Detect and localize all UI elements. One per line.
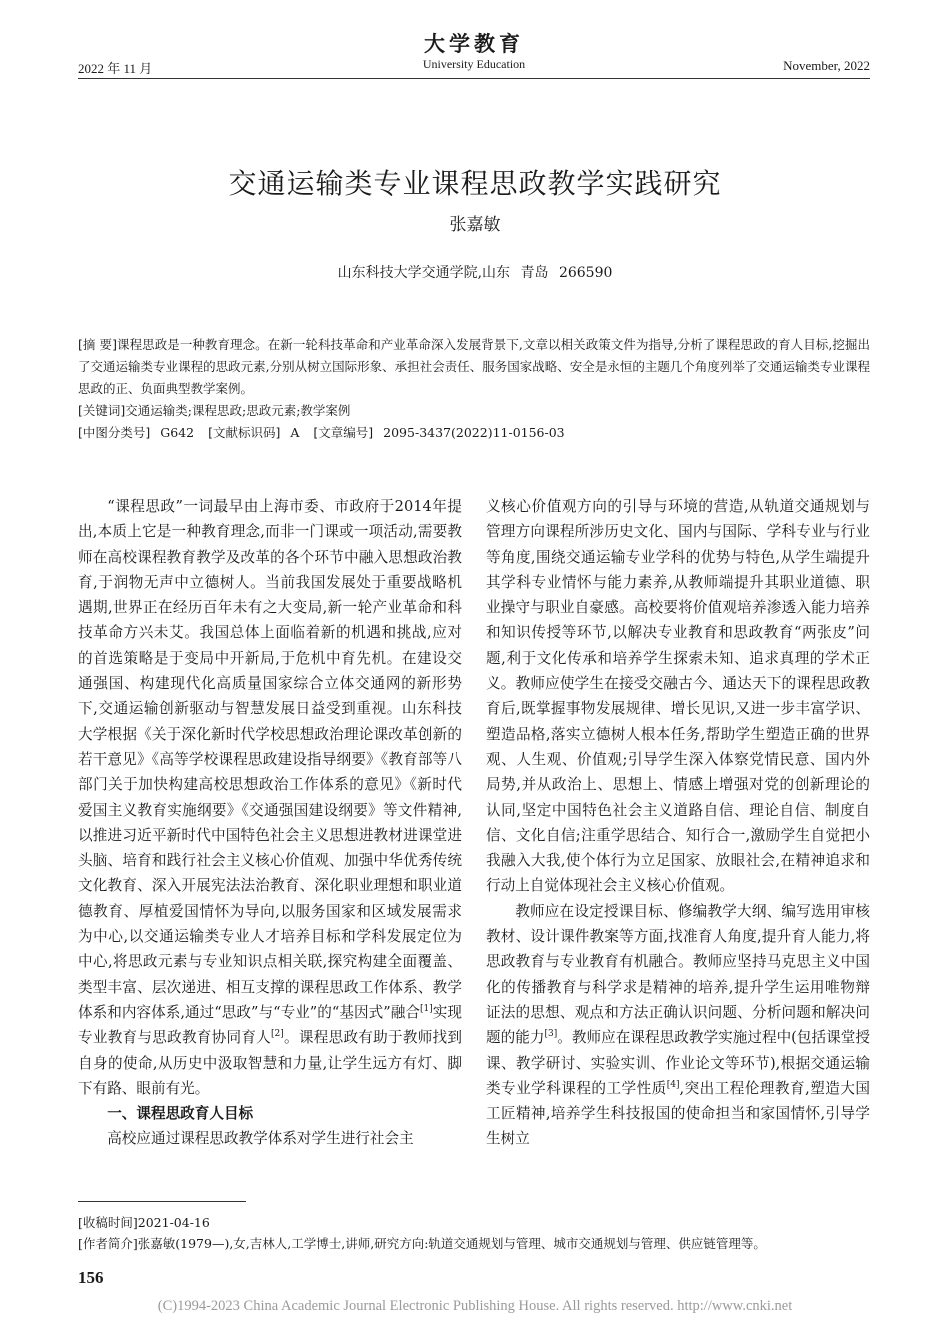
author-bio xyxy=(78,1233,870,1254)
keywords-text: 交通运输类;课程思政;思政元素;教学案例 xyxy=(125,403,351,418)
article-title: 交通运输类专业课程思政教学实践研究 xyxy=(228,166,722,200)
section-heading: 一、课程思政育人目标 xyxy=(107,1105,254,1123)
received-value: 2021-04-16 xyxy=(137,1215,210,1230)
clc-value: G642 xyxy=(160,425,195,440)
body-paragraph xyxy=(486,899,870,1152)
received-label: [收稿时间] xyxy=(78,1215,138,1230)
article-no-label: [文章编号] xyxy=(313,425,374,440)
received-date xyxy=(78,1212,870,1233)
body-text: 教师应在设定授课目标、修编教学大纲、编写选用审核教材、设计课件教案等方面,找准育人角度,提升育人能力,将思政教育与专业教育有机融合。教师应坚持马克思主义中国化的传播教育与科学求是精神的培养,提升学生运用唯物辩证法的思想、观点和方法正确认识问题、分析问题和解决问题的能力 xyxy=(486,902,870,1047)
body-text: 。课程思政有助于教师找到自身的使命,从历史中汲取智慧和力量,让学生远方有灯、脚下有路、眼前有光。 xyxy=(78,1029,462,1097)
right-column xyxy=(486,494,870,1184)
abstract-label: [摘 要] xyxy=(78,337,117,352)
body-paragraph xyxy=(78,494,462,1101)
body-paragraph: 义核心价值观方向的引导与环境的营造,从轨道交通规划与管理方向课程所涉历史文化、国内与国际、学科专业与行业等角度,围绕交通运输专业学科的优势与特色,从学生端提升其学科专业情怀与能力素养,从教师端提升其职业道德、职业操守与职业自豪感。高校要将价值观培养渗透入能力培养和知识传授等环节,以解决专业教育和思政教育“两张皮”问题,利于文化传承和培养学生探索未知、追求真理的学术正义。教师应使学生在接受交融古今、通达天下的课程思政教育后,既掌握事物发展规律、增长见识,又进一步丰富学识、塑造品格,落实立德树人根本任务,帮助学生塑造正确的世界观、人生观、价值观;引导学生深入体察党情民意、国内外局势,并从政治上、思想上、情感上增强对党的创新理论的认同,坚定中国特色社会主义道路自信、理论自信、制度自信、文化自信;注重学思结合、知行合一,激励学生自觉把小我融入大我,使个体行为立足国家、放眼社会,在精神追求和行动上自觉体现社会主义核心价值观。 xyxy=(486,498,870,895)
body-text: ,突出工程伦理教育,塑造大国工匠精神,培养学生科技报国的使命担当和家国情怀,引导学生树立 xyxy=(486,1079,870,1148)
body-paragraph: 高校应通过课程思政教学体系对学生进行社会主 xyxy=(107,1130,414,1148)
clc-label: [中图分类号] xyxy=(78,425,151,440)
author-affiliation: 山东科技大学交通学院,山东 青岛 266590 xyxy=(337,265,613,281)
citation-ref[interactable]: [1] xyxy=(420,1004,433,1015)
page-number: 156 xyxy=(78,1268,104,1287)
abstract-block xyxy=(78,334,870,444)
article-no-value: 2095-3437(2022)11-0156-03 xyxy=(383,425,565,440)
body-columns xyxy=(78,494,870,1184)
journal-logo: 大学教育 xyxy=(424,31,524,56)
abstract-text: 课程思政是一种教育理念。在新一轮科技革命和产业革命深入发展背景下,文章以相关政策文件为指导,分析了课程思政的育人目标,挖掘出了交通运输类专业课程的思政元素,分别从树立国际形象、承担社会责任、服务国家战略、安全是永恒的主题几个角度列举了交通运输类专业课程思政的正、负面典型教学案例。 xyxy=(78,337,870,396)
abstract xyxy=(78,334,870,400)
author-name: 张嘉敏 xyxy=(449,215,501,235)
copyright-notice: (C)1994-2023 China Academic Journal Electronic Publishing House. All rights reserved. http://www.cnki.net xyxy=(157,1298,793,1314)
citation-ref[interactable]: [3] xyxy=(544,1029,558,1040)
body-text: 。教师应在课程思政教学实施过程中(包括课堂授课、教学研讨、实验实训、作业论文等环节),根据交通运输类专业学科课程的工学性质 xyxy=(486,1029,870,1097)
journal-name-en: University Education xyxy=(422,57,526,71)
classification-line xyxy=(78,422,870,444)
issue-date-en: November, 2022 xyxy=(783,58,870,73)
keywords xyxy=(78,400,870,422)
author-bio-label: [作者简介] xyxy=(78,1236,138,1251)
footnotes xyxy=(78,1212,870,1254)
doc-code-label: [文献标识码] xyxy=(208,425,281,440)
body-text: “课程思政”一词最早由上海市委、市政府于2014年提出,本质上它是一种教育理念,而非一门课或一项活动,需要教师在高校课程教育教学及改革的各个环节中融入思想政治教育,于润物无声中立德树人。当前我国发展处于重要战略机遇期,世界正在经历百年未有之大变局,新一轮产业革命和科技革命方兴未艾。我国总体上面临着新的机遇和挑战,应对的首选策略是于变局中开新局,于危机中育先机。在建设交通强国、构建现代化高质量国家综合立体交通网的新形势下,交通运输创新驱动与智慧发展日益受到重视。山东科技大学根据《关于深化新时代学校思想政治理论课改革创新的若干意见》《高等学校课程思政建设指导纲要》《教育部等八部门关于加快构建高校思想政治工作体系的意见》《新时代爱国主义教育实施纲要》《交通强国建设纲要》等文件精神,以推进习近平新时代中国特色社会主义思想进教材进课堂进头脑、培育和践行社会主义核心价值观、加强中华优秀传统文化教育、深入开展宪法法治教育、深化职业理想和职业道德教育、厚植爱国情怀为导向,以服务国家和区域发展需求为中心,以交通运输类专业人才培养目标和学科发展定位为中心,将思政元素与专业知识点相关联,探究构建全面覆盖、类型丰富、层次递进、相互支撑的课程思政工作体系、教学体系和内容体系,通过“思政”与“专业”的“基因式”融合 xyxy=(78,498,462,1021)
page-header xyxy=(78,22,870,79)
citation-ref[interactable]: [4] xyxy=(666,1079,680,1090)
author-bio-value: 张嘉敏(1979—),女,吉林人,工学博士,讲师,研究方向:轨道交通规划与管理、城市交通规划与管理、供应链管理等。 xyxy=(137,1236,766,1251)
body-text: 实现专业教育与思政教育协同育人 xyxy=(78,1003,462,1047)
keywords-label: [关键词] xyxy=(78,403,126,418)
citation-ref[interactable]: [2] xyxy=(271,1029,284,1040)
doc-code-value: A xyxy=(290,425,300,440)
left-column xyxy=(78,494,462,1184)
issue-date-cn: 2022 年 11 月 xyxy=(78,61,153,76)
footnote-divider xyxy=(78,1201,246,1202)
